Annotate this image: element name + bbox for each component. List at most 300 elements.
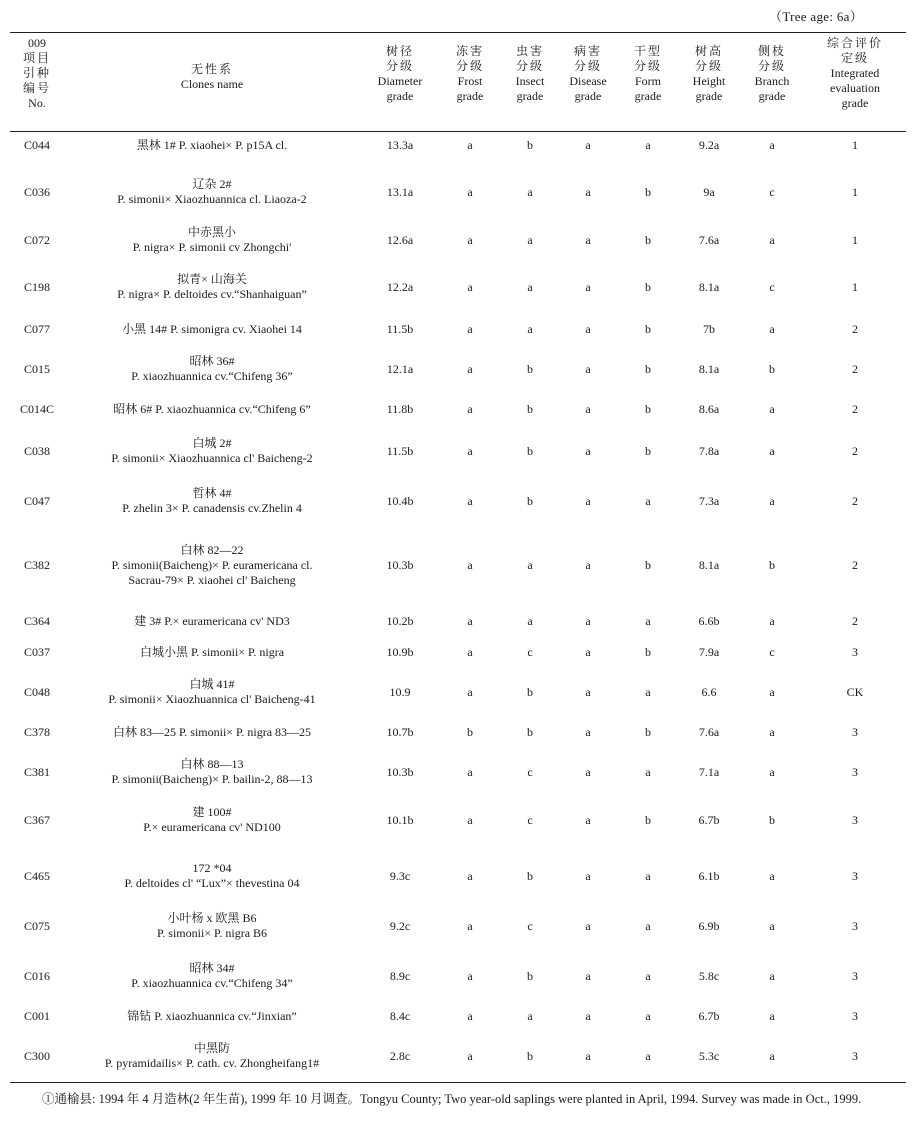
clone-name-line: 白城 2# [192,436,232,450]
diameter-grade: 10.9b [386,645,414,659]
clone-no: C016 [23,969,50,983]
clone-name-line: 辽杂 2# [192,177,232,191]
diameter-grade: 10.1b [386,813,414,827]
insect-grade: b [527,494,533,508]
header-line: Diameter [377,74,423,88]
clone-name-line: P. simonii(Baicheng)× P. bailin-2, 88—13 [111,772,313,786]
clone-name [62,677,362,707]
table-top-rule [10,32,906,33]
header-integrated-evaluation [810,36,900,111]
insect-grade: b [527,969,533,983]
diameter-grade: 12.2a [386,280,414,294]
insect-grade: b [527,725,533,739]
frost-grade: a [467,402,473,416]
clone-name-line: 白林 88—13 [180,757,244,771]
disease-grade: a [585,362,591,376]
header-line: 分级 [455,59,484,73]
disease-grade: a [585,444,591,458]
height-grade: 6.6b [698,614,720,628]
clone-name-line: P. nigra× P. deltoides cv.“Shanhaiguan” [117,287,307,301]
height-grade: 6.7b [698,1009,720,1023]
integrated-evaluation-grade: CK [846,685,864,699]
disease-grade: a [585,725,591,739]
diameter-grade: 10.9 [389,685,411,699]
insect-grade: a [527,1009,533,1023]
frost-grade: a [467,765,473,779]
clone-name [62,1009,362,1024]
header-bottom-rule [10,131,906,132]
clone-name-line: P. simonii× P. nigra B6 [156,926,268,940]
clone-name [62,757,362,787]
disease-grade: a [585,280,591,294]
clone-no: C048 [23,685,50,699]
height-grade: 5.3c [698,1049,720,1063]
clone-name [62,436,362,466]
insect-grade: b [527,1049,533,1063]
frost-grade: a [467,969,473,983]
clone-no: C300 [23,1049,50,1063]
branch-grade: c [769,185,775,199]
clone-no: C072 [23,233,50,247]
height-grade: 9.2a [698,138,720,152]
form-grade: b [645,322,651,336]
integrated-evaluation-grade: 3 [852,919,858,933]
header-line: Height [692,74,726,88]
branch-grade: a [769,765,775,779]
branch-grade: b [769,813,775,827]
branch-grade: c [769,645,775,659]
height-grade: 7.6a [698,725,720,739]
header-line: 侧枝 [757,44,786,58]
clone-name [62,961,362,991]
clone-name-line: 小黑 14# P. simonigra cv. Xiaohei 14 [122,321,302,336]
clone-no: C382 [23,558,50,572]
header-line: 虫害 [515,44,544,58]
height-grade: 8.1a [698,280,720,294]
header-line: 分级 [515,59,544,73]
form-grade: b [645,645,651,659]
disease-grade: a [585,322,591,336]
form-grade: a [645,919,651,933]
disease-grade: a [585,645,591,659]
frost-grade: a [467,558,473,572]
clone-name [62,805,362,835]
diameter-grade: 10.7b [386,725,414,739]
diameter-grade: 8.9c [389,969,411,983]
form-grade: b [645,558,651,572]
form-grade: a [645,685,651,699]
clone-name [62,1041,362,1071]
header-line: grade [841,96,869,110]
frost-grade: a [467,322,473,336]
integrated-evaluation-grade: 3 [852,1009,858,1023]
clone-no: C036 [23,185,50,199]
disease-grade: a [585,1049,591,1063]
branch-grade: a [769,233,775,247]
header-line: 分级 [573,59,602,73]
disease-grade: a [585,969,591,983]
clone-name [62,138,362,153]
footnote: ①通榆县: 1994 年 4 月造林(2 年生苗), 1999 年 10 月调查。Tongyu County; Two year-old saplings were planted in April, 1994. Survey was made in Oct., 1999. [42,1092,862,1106]
header-clone-name [62,62,362,92]
integrated-evaluation-grade: 3 [852,645,858,659]
clone-name [62,486,362,516]
clone-name-line: P.× euramericana cv' ND100 [143,820,281,834]
insect-grade: c [527,813,533,827]
clone-name-line: P. pyramidailis× P. cath. cv. Zhongheifang1# [104,1056,320,1070]
clone-name-line: P. zhelin 3× P. canadensis cv.Zhelin 4 [122,501,302,515]
diameter-grade: 13.3a [386,138,414,152]
insect-grade: b [527,685,533,699]
branch-grade: a [769,138,775,152]
disease-grade: a [585,869,591,883]
clone-no: C015 [23,362,50,376]
clone-name-line: 建 3# P.× euramericana cv' ND3 [134,613,290,628]
frost-grade: a [467,1009,473,1023]
diameter-grade: 9.3c [389,869,411,883]
diameter-grade: 8.4c [389,1009,411,1023]
clone-name-line: 白城 41# [189,677,235,691]
header-line: Branch [754,74,790,88]
integrated-evaluation-grade: 3 [852,765,858,779]
insect-grade: a [527,280,533,294]
header-form [620,44,676,104]
clone-no: C037 [23,645,50,659]
form-grade: b [645,444,651,458]
header-line: Insect [515,74,545,88]
branch-grade: a [769,969,775,983]
insect-grade: b [527,362,533,376]
table-bottom-rule [10,1082,906,1083]
branch-grade: b [769,362,775,376]
clone-name-line: 黑林 1# P. xiaohei× P. p15A cl. [136,137,288,152]
clone-name-line: 172 *04 [192,861,232,875]
tree-age-label: （Tree age: 6a） [769,9,863,24]
diameter-grade: 12.6a [386,233,414,247]
insect-grade: b [527,402,533,416]
clone-name [62,614,362,629]
header-line: Disease [569,74,607,88]
diameter-grade: 2.8c [389,1049,411,1063]
height-grade: 7.6a [698,233,720,247]
insect-grade: a [527,322,533,336]
clone-name-line: Sacrau-79× P. xiaohei cl' Baicheng [128,572,296,587]
insect-grade: a [527,558,533,572]
clone-no: C001 [23,1009,50,1023]
insect-grade: c [527,765,533,779]
clone-no: C465 [23,869,50,883]
clone-name-line: 拟青× 山海关 [177,272,247,286]
clone-name-line: 昭林 36# [189,354,235,368]
integrated-evaluation-grade: 1 [852,185,858,199]
frost-grade: a [467,362,473,376]
form-grade: b [645,725,651,739]
clone-name-line: 中赤黑小 [187,225,236,239]
form-grade: a [645,138,651,152]
clone-name-line: 哲林 4# [192,486,232,500]
clone-name-line: P. xiaozhuannica cv.“Chifeng 34” [131,976,293,990]
diameter-grade: 11.5b [386,322,414,336]
frost-grade: a [467,614,473,628]
disease-grade: a [585,685,591,699]
clone-name-line: 白城小黑 P. simonii× P. nigra [139,644,285,659]
integrated-evaluation-grade: 1 [852,233,858,247]
frost-grade: a [467,645,473,659]
clone-name [62,402,362,417]
integrated-evaluation-grade: 2 [852,614,858,628]
header-line: 项目 [22,51,51,65]
insect-grade: a [527,614,533,628]
disease-grade: a [585,402,591,416]
header-branch [746,44,798,104]
frost-grade: a [467,444,473,458]
header-line: grade [634,89,662,103]
branch-grade: c [769,280,775,294]
clone-name-line: P. simonii× Xiaozhuannica cl' Baicheng-2 [111,451,313,465]
header-line: grade [758,89,786,103]
header-line: No. [28,96,46,110]
height-grade: 8.6a [698,402,720,416]
disease-grade: a [585,765,591,779]
integrated-evaluation-grade: 1 [852,138,858,152]
frost-grade: a [467,185,473,199]
clone-name [62,225,362,255]
form-grade: b [645,362,651,376]
height-grade: 6.6 [701,685,717,699]
height-grade: 6.9b [698,919,720,933]
header-line: 分级 [757,59,786,73]
frost-grade: a [467,919,473,933]
diameter-grade: 10.3b [386,558,414,572]
branch-grade: a [769,685,775,699]
integrated-evaluation-grade: 3 [852,725,858,739]
height-grade: 7b [703,322,715,336]
form-grade: b [645,813,651,827]
diameter-grade: 13.1a [386,185,414,199]
branch-grade: a [769,1049,775,1063]
frost-grade: a [467,494,473,508]
clone-name-line: P. simonii(Baicheng)× P. euramericana cl. [111,557,313,572]
integrated-evaluation-grade: 2 [852,322,858,336]
header-line: grade [386,89,414,103]
branch-grade: a [769,494,775,508]
clone-name [62,322,362,337]
branch-grade: a [769,919,775,933]
clone-name-line: P. nigra× P. simonii cv Zhongchi' [132,240,292,254]
header-line: 树径 [385,44,414,58]
height-grade: 8.1a [698,558,720,572]
integrated-evaluation-grade: 2 [852,402,858,416]
integrated-evaluation-grade: 3 [852,813,858,827]
height-grade: 7.3a [698,494,720,508]
header-disease [562,44,614,104]
clone-name-line: P. xiaozhuannica cv.“Chifeng 36” [131,369,293,383]
header-height [680,44,738,104]
clone-name-line: 中黑防 [193,1041,230,1055]
integrated-evaluation-grade: 2 [852,362,858,376]
header-line: grade [695,89,723,103]
clone-no: C198 [23,280,50,294]
clone-name-line: 昭林 6# P. xiaozhuannica cv.“Chifeng 6” [113,401,311,416]
frost-grade: a [467,280,473,294]
insect-grade: a [527,185,533,199]
clone-no: C364 [23,614,50,628]
clone-name-line: 白林 82—22 [180,542,244,557]
frost-grade: a [467,1049,473,1063]
clone-no: C378 [23,725,50,739]
branch-grade: a [769,402,775,416]
disease-grade: a [585,233,591,247]
clone-no: C047 [23,494,50,508]
header-line: 分级 [694,59,723,73]
clone-no: C077 [23,322,50,336]
frost-grade: a [467,138,473,152]
insect-grade: b [527,138,533,152]
clone-name-line: 小叶杨 x 欧黑 B6 [167,911,257,925]
header-line: 009 [28,36,46,50]
branch-grade: a [769,869,775,883]
integrated-evaluation-grade: 2 [852,558,858,572]
header-line: grade [456,89,484,103]
header-line: evaluation [830,81,880,95]
insect-grade: c [527,645,533,659]
form-grade: b [645,402,651,416]
header-line: Form [634,74,661,88]
form-grade: a [645,869,651,883]
header-line: grade [516,89,544,103]
height-grade: 5.8c [698,969,720,983]
clone-no: C044 [23,138,50,152]
header-insect [504,44,556,104]
form-grade: b [645,185,651,199]
branch-grade: a [769,444,775,458]
diameter-grade: 9.2c [389,919,411,933]
disease-grade: a [585,558,591,572]
form-grade: a [645,969,651,983]
insect-grade: c [527,919,533,933]
integrated-evaluation-grade: 3 [852,1049,858,1063]
header-line: Clones name [180,77,244,91]
integrated-evaluation-grade: 3 [852,969,858,983]
insect-grade: b [527,444,533,458]
header-line: Integrated [830,66,880,80]
header-frost [444,44,496,104]
frost-grade: a [467,869,473,883]
header-line: Frost [457,74,483,88]
height-grade: 7.9a [698,645,720,659]
clone-no: C038 [23,444,50,458]
clone-name [62,861,362,891]
clone-name-line: P. simonii× Xiaozhuannica cl. Liaoza-2 [117,192,307,206]
header-diameter [368,44,432,104]
clone-name [62,543,362,588]
header-line: 综合评价 [826,36,883,50]
clone-no: C075 [23,919,50,933]
form-grade: a [645,1009,651,1023]
clone-name [62,177,362,207]
header-line: 无性系 [190,62,233,76]
header-no [12,36,62,111]
branch-grade: a [769,1009,775,1023]
branch-grade: a [769,725,775,739]
frost-grade: b [467,725,473,739]
branch-grade: a [769,614,775,628]
clone-no: C014C [19,402,54,416]
form-grade: a [645,614,651,628]
clone-name-line: 昭林 34# [189,961,235,975]
disease-grade: a [585,185,591,199]
header-line: 分级 [385,59,414,73]
header-line: 引种 [22,66,51,80]
diameter-grade: 12.1a [386,362,414,376]
header-line: 定级 [840,51,869,65]
header-line: 编号 [22,81,51,95]
height-grade: 8.1a [698,362,720,376]
clone-name [62,354,362,384]
clone-name [62,725,362,740]
insect-grade: a [527,233,533,247]
height-grade: 7.8a [698,444,720,458]
diameter-grade: 10.3b [386,765,414,779]
frost-grade: a [467,813,473,827]
diameter-grade: 10.2b [386,614,414,628]
branch-grade: b [769,558,775,572]
diameter-grade: 10.4b [386,494,414,508]
disease-grade: a [585,614,591,628]
header-line: 病害 [573,44,602,58]
clone-no: C381 [23,765,50,779]
form-grade: b [645,280,651,294]
clone-name-line: 锦钻 P. xiaozhuannica cv.“Jinxian” [127,1008,297,1023]
clone-name [62,272,362,302]
clone-name-line: 建 100# [192,805,232,819]
clone-name [62,911,362,941]
diameter-grade: 11.8b [386,402,414,416]
integrated-evaluation-grade: 2 [852,494,858,508]
form-grade: a [645,765,651,779]
disease-grade: a [585,138,591,152]
insect-grade: b [527,869,533,883]
height-grade: 7.1a [698,765,720,779]
disease-grade: a [585,1009,591,1023]
clone-name-line: P. simonii× Xiaozhuannica cl' Baicheng-41 [108,692,316,706]
height-grade: 9a [703,185,715,199]
height-grade: 6.1b [698,869,720,883]
header-line: 冻害 [455,44,484,58]
integrated-evaluation-grade: 2 [852,444,858,458]
header-line: 分级 [633,59,662,73]
header-line: 干型 [633,44,662,58]
diameter-grade: 11.5b [386,444,414,458]
disease-grade: a [585,919,591,933]
frost-grade: a [467,233,473,247]
integrated-evaluation-grade: 3 [852,869,858,883]
form-grade: b [645,233,651,247]
branch-grade: a [769,322,775,336]
disease-grade: a [585,494,591,508]
clone-name-line: 白林 83—25 P. simonii× P. nigra 83—25 [112,724,312,739]
frost-grade: a [467,685,473,699]
integrated-evaluation-grade: 1 [852,280,858,294]
height-grade: 6.7b [698,813,720,827]
clone-name-line: P. deltoides cl' “Lux”× thevestina 04 [124,876,300,890]
header-line: 树高 [694,44,723,58]
clone-name [62,645,362,660]
header-line: grade [574,89,602,103]
clone-no: C367 [23,813,50,827]
disease-grade: a [585,813,591,827]
form-grade: a [645,1049,651,1063]
